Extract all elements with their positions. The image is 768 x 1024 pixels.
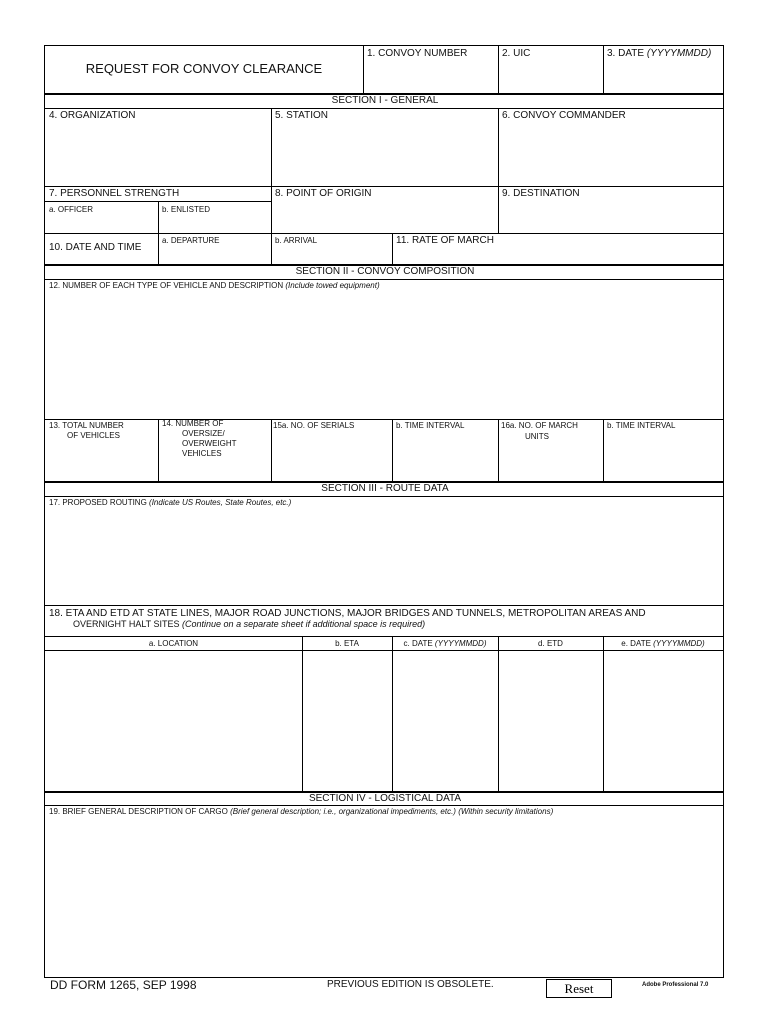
col-date-e-header: e. DATE (YYYYMMDD) — [621, 639, 705, 648]
reset-button[interactable]: Reset — [546, 979, 612, 998]
serials-label: 15a. NO. OF SERIALS — [273, 421, 355, 430]
oversize-label-3: OVERWEIGHT — [182, 439, 237, 448]
destination-label: 9. DESTINATION — [502, 188, 580, 199]
organization-label: 4. ORGANIZATION — [49, 110, 136, 121]
software-credit: Adobe Professional 7.0 — [642, 982, 709, 988]
section-1-heading: SECTION I - GENERAL — [331, 95, 439, 106]
convoy-commander-label: 6. CONVOY COMMANDER — [502, 110, 626, 121]
section-4-heading: SECTION IV - LOGISTICAL DATA — [308, 793, 462, 804]
departure-label: a. DEPARTURE — [162, 236, 220, 245]
point-of-origin-label: 8. POINT OF ORIGIN — [275, 188, 372, 199]
march-units-label-2: UNITS — [525, 432, 549, 441]
proposed-routing-label: 17. PROPOSED ROUTING (Indicate US Routes, State Routes, etc.) — [49, 498, 292, 507]
obsolete-notice: PREVIOUS EDITION IS OBSOLETE. — [327, 979, 494, 990]
personnel-strength-label: 7. PERSONNEL STRENGTH — [49, 188, 180, 199]
convoy-number-label: 1. CONVOY NUMBER — [367, 48, 468, 59]
time-interval-15b-label: b. TIME INTERVAL — [396, 421, 465, 430]
arrival-label: b. ARRIVAL — [275, 236, 318, 245]
oversize-label-2: OVERSIZE/ — [182, 429, 225, 438]
uic-label: 2. UIC — [502, 48, 531, 59]
eta-etd-label-2: OVERNIGHT HALT SITES (Continue on a separate sheet if additional space is required) — [73, 619, 426, 629]
total-vehicles-label-1: 13. TOTAL NUMBER — [49, 421, 124, 430]
section-2-heading: SECTION II - CONVOY COMPOSITION — [295, 266, 475, 277]
form-id: DD FORM 1265, SEP 1998 — [50, 978, 197, 992]
eta-etd-label-1: 18. ETA AND ETD AT STATE LINES, MAJOR ROAD JUNCTIONS, MAJOR BRIDGES AND TUNNELS, METROPOLITAN AREAS AND — [49, 608, 646, 619]
col-date-c-header: c. DATE (YYYYMMDD) — [403, 639, 487, 648]
convoy-clearance-form — [44, 45, 724, 978]
cargo-description-label: 19. BRIEF GENERAL DESCRIPTION OF CARGO (Brief general description; i.e., organizational impediments, etc.) (Within security limitations) — [49, 807, 554, 816]
march-units-label-1: 16a. NO. OF MARCH — [501, 421, 578, 430]
rate-of-march-label: 11. RATE OF MARCH — [396, 235, 494, 246]
col-location-header: a. LOCATION — [148, 639, 199, 648]
date-label: 3. DATE (YYYYMMDD) — [607, 48, 712, 59]
vehicle-description-label: 12. NUMBER OF EACH TYPE OF VEHICLE AND DESCRIPTION (Include towed equipment) — [49, 281, 380, 290]
form-title: REQUEST FOR CONVOY CLEARANCE — [85, 61, 323, 76]
date-and-time-label: 10. DATE AND TIME — [49, 242, 142, 253]
col-etd-header: d. ETD — [538, 639, 563, 648]
station-label: 5. STATION — [275, 110, 328, 121]
officer-label: a. OFFICER — [49, 205, 94, 214]
oversize-label-4: VEHICLES — [182, 449, 222, 458]
time-interval-16b-label: b. TIME INTERVAL — [607, 421, 676, 430]
section-3-heading: SECTION III - ROUTE DATA — [321, 483, 449, 494]
col-eta-header: b. ETA — [335, 639, 359, 648]
enlisted-label: b. ENLISTED — [162, 205, 211, 214]
total-vehicles-label-2: OF VEHICLES — [67, 431, 120, 440]
oversize-label-1: 14. NUMBER OF — [162, 419, 224, 428]
